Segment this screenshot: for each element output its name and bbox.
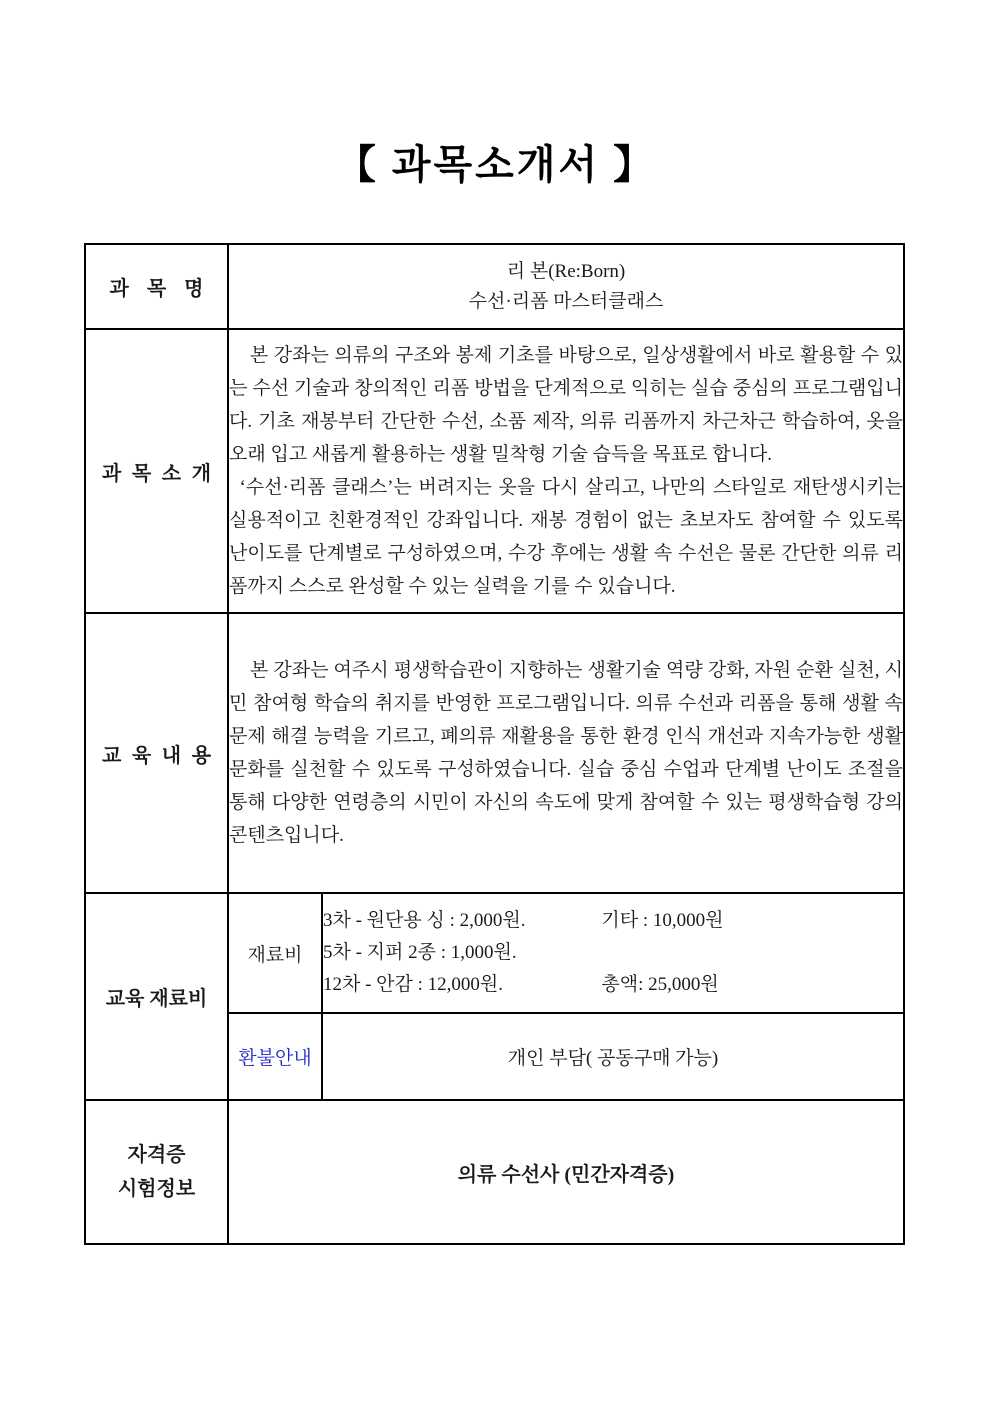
course-name-label: 과 목 명 [85,244,228,329]
row-certificate-info [85,1100,904,1244]
fee-line-1-item: 3차 - 원단용 싱 : 2,000원. [323,910,526,931]
fee-detail-cell [322,893,904,1013]
education-content-paragraphs [229,614,903,892]
fee-line-1-extra: 기타 : 10,000원 [601,910,724,931]
fee-sublabel: 재료비 [228,893,322,1013]
course-name-line2: 수선·리폼 마스터클래스 [468,290,664,312]
row-course-intro [85,329,904,613]
certificate-label-line2: 시험정보 [117,1178,196,1200]
fee-line-2-item: 5차 - 지퍼 2종 : 1,000원. [323,942,517,963]
refund-sublabel: 환불안내 [228,1013,322,1100]
course-intro-cell [228,329,904,613]
fee-line-3-total: 총액: 25,000원 [601,974,719,995]
education-content-paragraph: 본 강좌는 여주시 평생학습관이 지향하는 생활기술 역량 강화, 자원 순환 실천, 시민 참여형 학습의 취지를 반영한 프로그램입니다. 의류 수선과 리폼을 통해 생활 속 문제 해결 능력을 기르고, 폐의류 재활용을 통한 환경 인식 개선과 지속가능한 생활문화를 실천할 수 있도록 구성하였습니다. 실습 중심 수업과 단계별 난이도 조절을 통해 다양한 연령층의 시민이 자신의 속도에 맞게 참여할 수 있는 평생학습형 강의 콘텐츠입니다. [229,660,903,846]
certificate-label [85,1100,228,1244]
education-content-cell [228,613,904,893]
certificate-label-line1: 자격증 [127,1144,186,1166]
course-name-line1: 리 본(Re:Born) [506,260,626,282]
material-fee-label: 교육 재료비 [85,893,228,1100]
fee-line-1 [323,905,903,937]
row-material-fee [85,893,904,1013]
fee-line-3-item: 12차 - 안감 : 12,000원. [323,974,504,995]
course-intro-paragraphs [229,330,903,612]
fee-lines [323,894,903,1012]
course-intro-label: 과 목 소 개 [85,329,228,613]
course-intro-paragraph-2: ‘수선·리폼 클래스’는 버려지는 옷을 다시 살리고, 나만의 스타일로 재탄생시키는 실용적이고 친환경적인 강좌입니다. 재봉 경험이 없는 초보자도 참여할 수 있도록 난이도를 단계별로 구성하였으며, 수강 후에는 생활 속 수선은 물론 간단한 의류 리폼까지 스스로 완성할 수 있는 실력을 기를 수 있습니다. [229,477,903,597]
certificate-content: 의류 수선사 (민간자격증) [228,1100,904,1244]
fee-line-2 [323,937,903,969]
row-education-content [85,613,904,893]
course-name-cell [228,244,904,329]
course-intro-paragraph-1: 본 강좌는 의류의 구조와 봉제 기초를 바탕으로, 일상생활에서 바로 활용할 수 있는 수선 기술과 창의적인 리폼 방법을 단계적으로 익히는 실습 중심의 프로그램입니다. 기초 재봉부터 간단한 수선, 소품 제작, 의류 리폼까지 차근차근 학습하여, 옷을 오래 입고 새롭게 활용하는 생활 밀착형 기술 습득을 목표로 합니다. [229,345,903,465]
fee-line-3 [323,969,903,1001]
row-course-name [85,244,904,329]
page-title: 【 과목소개서 】 [335,142,657,187]
refund-content: 개인 부담( 공동구매 가능) [322,1013,904,1100]
education-content-label: 교 육 내 용 [85,613,228,893]
course-intro-table [84,243,905,1245]
